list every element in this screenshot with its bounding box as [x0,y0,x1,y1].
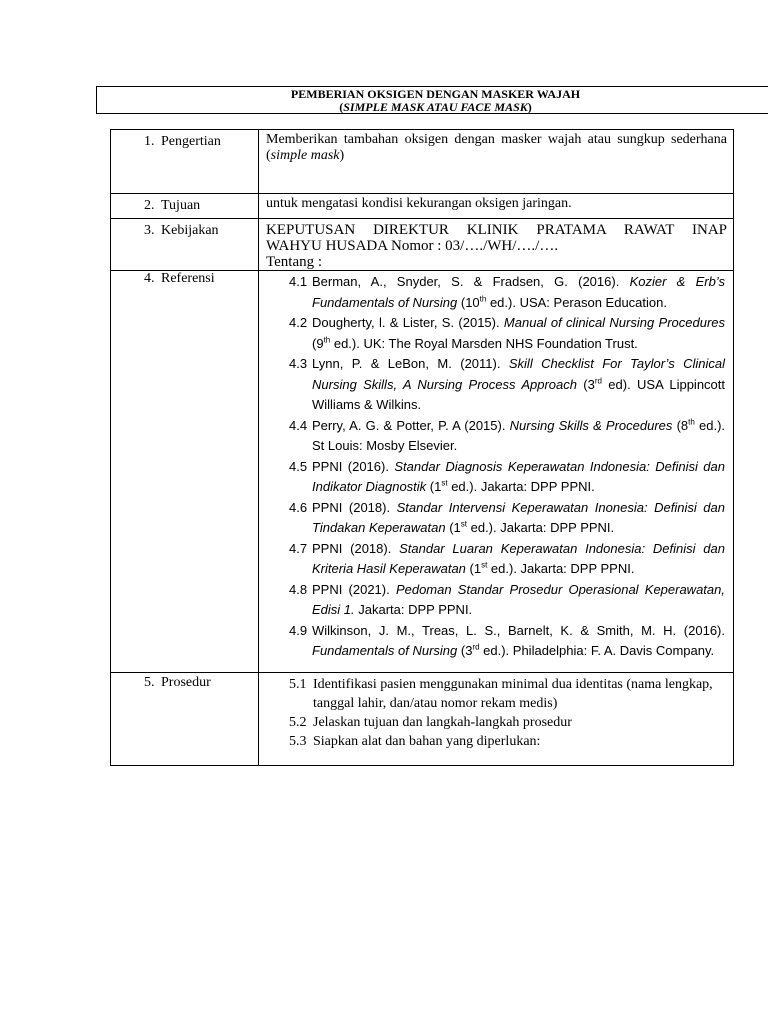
procedure-item: 5.3 Siapkan alat dan bahan yang diperlukan: [289,733,541,749]
title-italic: SIMPLE MASK ATAU FACE MASK [343,100,528,114]
row-number: 1. [144,134,155,149]
row-number: 4. [144,271,155,286]
content-cell [259,672,734,765]
kebijakan-text [259,219,733,270]
row-label: Prosedur [161,674,211,690]
row-label: Referensi [161,271,215,286]
reference-item: 4.8 PPNI (2021). Pedoman Standar Prosedur Operasional Keperawatan, Edisi 1. Jakarta: DPP PPNI. [289,581,725,617]
reference-item: 4.9 Wilkinson, J. M., Treas, L. S., Barnelt, K. & Smith, M. H. (2016). Fundamentals of Nursing (3rd ed.). Philadelphia: F. A. Davis Company. [289,622,725,658]
label-cell [111,219,259,271]
row-label: Pengertian [161,134,221,149]
row-number: 5. [144,674,155,690]
procedure-list [259,673,733,765]
title-line-2: (SIMPLE MASK ATAU FACE MASK) [339,100,532,114]
title-line-1: PEMBERIAN OKSIGEN DENGAN MASKER WAJAH [290,87,581,101]
label-cell [111,672,259,765]
reference-list [259,271,733,672]
row-referensi [111,271,734,673]
kebijakan-line-1: KEPUTUSAN DIREKTUR KLINIK PRATAMA RAWAT INAP [266,222,727,238]
row-label: Tujuan [161,198,201,213]
label-cell [111,130,259,194]
content-cell [259,130,734,194]
row-number: 3. [144,223,155,238]
reference-item: 4.1 Berman, A., Snyder, S. & Fradsen, G. (2016). Kozier & Erb’s Fundamentals of Nursing (10th ed.). USA: Perason Education. [289,274,725,310]
row-number: 2. [144,198,155,213]
reference-item: 4.3 Lynn, P. & LeBon, M. (2011). Skill Checklist For Taylor’s Clinical Nursing Skills, A Nursing Process Approach (3rd ed). USA Lippincott Williams & Wilkins. [289,356,726,412]
label-cell [111,194,259,219]
row-label: Kebijakan [161,223,219,238]
procedure-item: 5.1 Identifikasi pasien menggunakan minimal dua identitas (nama lengkap, tanggal lahir, dan/atau nomor rekam medis) [289,676,713,711]
row-pengertian [111,130,734,194]
reference-item: 4.4 Perry, A. G. & Potter, P. A (2015). Nursing Skills & Procedures (8th ed.). St Louis: Mosby Elsevier. [289,417,726,453]
kebijakan-line-3: Tentang : [266,254,323,270]
row-tujuan [111,194,734,219]
content-cell [259,271,734,673]
content-cell [259,194,734,219]
kebijakan-line-2: WAHYU HUSADA Nomor : 03/…./WH/…./…. [266,238,559,254]
tujuan-text: untuk mengatasi kondisi kekurangan oksigen jaringan. [266,196,572,211]
reference-item: 4.5 PPNI (2016). Standar Diagnosis Keperawatan Indonesia: Definisi dan Indikator Diagnostik (1st ed.). Jakarta: DPP PPNI. [289,458,725,494]
pengertian-text: Memberikan tambahan oksigen dengan masker wajah atau sungkup sederhana (simple mask) [266,132,727,163]
reference-item: 4.7 PPNI (2018). Standar Luaran Keperawatan Indonesia: Definisi dan Kriteria Hasil Keperawatan (1st ed.). Jakarta: DPP PPNI. [289,540,725,576]
procedure-item: 5.2 Jelaskan tujuan dan langkah-langkah prosedur [289,714,572,730]
sop-table [110,129,734,766]
row-kebijakan [111,219,734,271]
reference-item: 4.2 Dougherty, l. & Lister, S. (2015). Manual of clinical Nursing Procedures (9th ed.). UK: The Royal Marsden NHS Foundation Trust. [289,315,725,351]
reference-item: 4.6 PPNI (2018). Standar Intervensi Keperawatan Inonesia: Definisi dan Tindakan Keperawatan (1st ed.). Jakarta: DPP PPNI. [289,499,725,535]
content-cell [259,219,734,271]
label-cell [111,271,259,673]
row-prosedur [111,672,734,765]
document-title [96,86,768,114]
